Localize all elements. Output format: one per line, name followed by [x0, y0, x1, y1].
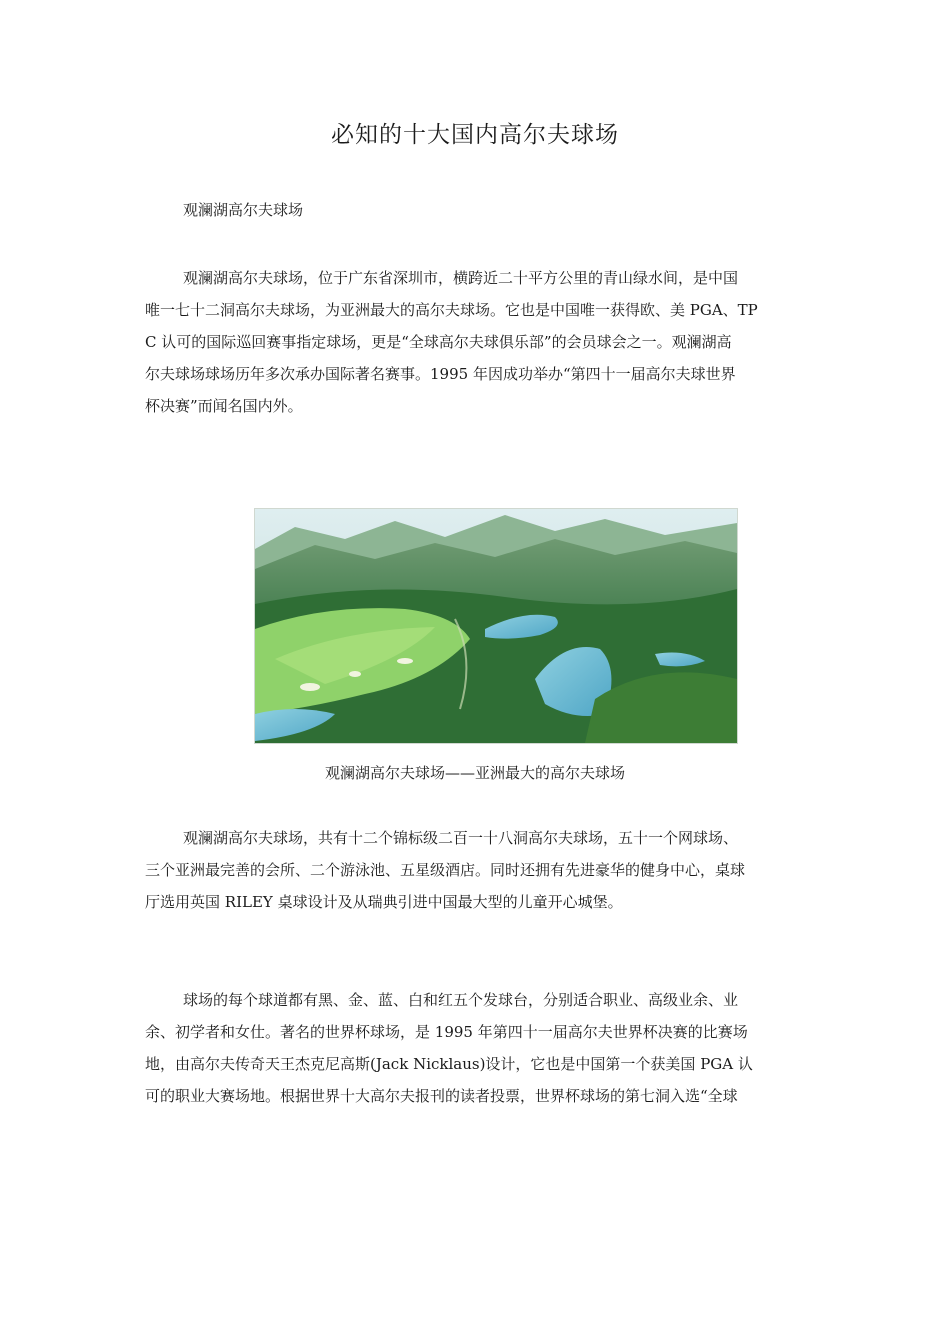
text-line: 地，由高尔夫传奇天王杰克尼高斯(Jack Nicklaus)设计，它也是中国第一个获美国 PGA 认 [145, 1055, 753, 1073]
text-line: 厅选用英国 RILEY 桌球设计及从瑞典引进中国最大型的儿童开心城堡。 [145, 893, 623, 911]
text-line: 杯决赛”而闻名国内外。 [145, 397, 303, 415]
text-line: 余、初学者和女仕。著名的世界杯球场，是 1995 年第四十一届高尔夫世界杯决赛的比赛场 [145, 1023, 748, 1041]
paragraph-facilities [145, 822, 809, 918]
photo-caption: 观澜湖高尔夫球场——亚洲最大的高尔夫球场 [324, 764, 625, 782]
golf-course-aerial-photo [254, 508, 738, 744]
text-line: 三个亚洲最完善的会所、二个游泳池、五星级酒店。同时还拥有先进豪华的健身中心，桌球 [145, 861, 746, 879]
text-line: 球场的每个球道都有黑、金、蓝、白和红五个发球台，分别适合职业、高级业余、业 [183, 991, 739, 1009]
text-line: 尔夫球场球场历年多次承办国际著名赛事。1995 年因成功举办“第四十一届高尔夫球世界 [145, 365, 736, 383]
text-line: C 认可的国际巡回赛事指定球场，更是“全球高尔夫球俱乐部”的会员球会之一。观澜湖高 [145, 333, 732, 351]
paragraph-tees [145, 984, 809, 1112]
text-line: 观澜湖高尔夫球场，共有十二个锦标级二百一十八洞高尔夫球场，五十一个网球场、 [183, 829, 739, 847]
text-line: 观澜湖高尔夫球场，位于广东省深圳市，横跨近二十平方公里的青山绿水间，是中国 [183, 269, 739, 287]
text-line: 可的职业大赛场地。根据世界十大高尔夫报刊的读者投票，世界杯球场的第七洞入选“全球 [145, 1087, 738, 1105]
document-title: 必知的十大国内高尔夫球场 [331, 122, 619, 148]
section-heading: 观澜湖高尔夫球场 [183, 201, 304, 219]
paragraph-intro [145, 262, 809, 422]
text-line: 唯一七十二洞高尔夫球场，为亚洲最大的高尔夫球场。它也是中国唯一获得欧、美 PGA、TP [145, 301, 758, 319]
